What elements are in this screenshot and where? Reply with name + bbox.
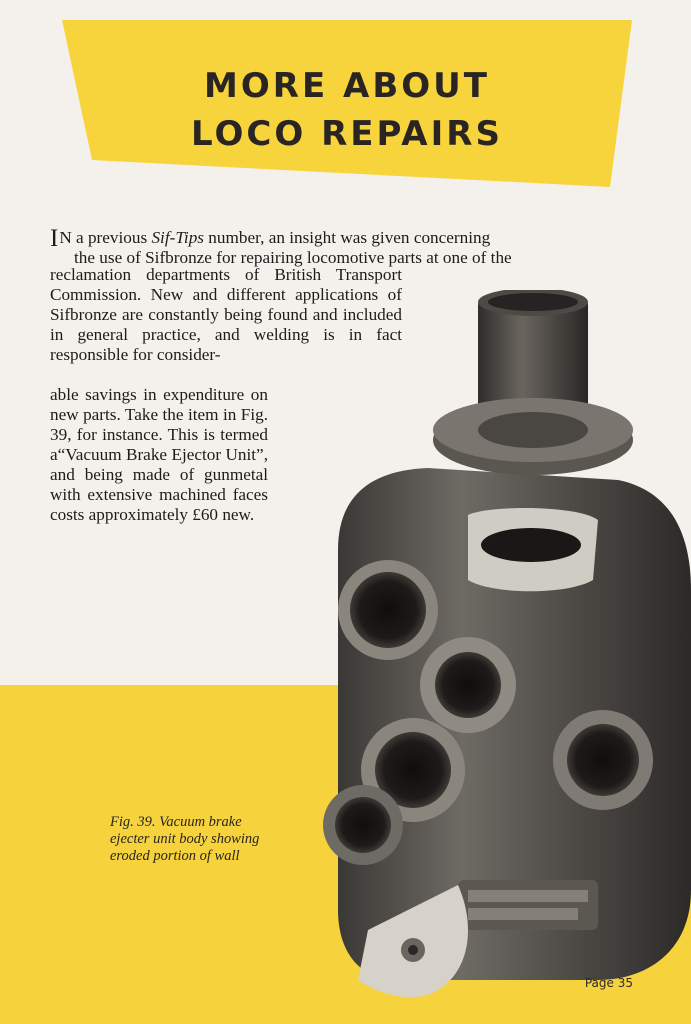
title-banner xyxy=(62,20,632,188)
vacuum-brake-ejector-photo xyxy=(318,290,691,1010)
page-title xyxy=(62,62,632,158)
article-paragraph-narrow: able savings in expenditure on new parts. Take the item in Fig. 39, for instance. This is termed a“Vacuum Brake Ejector Unit”, and being made of gunmetal with extensive machined faces costs approximately £60 new. xyxy=(50,385,268,524)
page-number: Page 35 xyxy=(584,976,633,990)
article-line-1-start: N a previous xyxy=(59,228,152,247)
ejector-unit-illustration xyxy=(318,290,691,1010)
title-line-2: LOCO REPAIRS xyxy=(191,114,503,154)
article-line-2: the use of Sifbronze for repairing locomotive parts at one of the xyxy=(74,248,512,267)
title-line-1: MORE ABOUT xyxy=(204,66,490,106)
figure-caption: Fig. 39. Vacuum brake ejecter unit body showing eroded portion of wall xyxy=(110,814,260,864)
article-line-1 xyxy=(50,225,630,252)
article-line-1-end: number, an insight was given concerning xyxy=(204,228,491,247)
article-paragraph-mid: reclamation departments of British Transport Commission. New and different applications of Sifbronze are constantly being found and included in general practice, and welding is in fact responsible for consider- xyxy=(50,265,402,364)
drop-cap: I xyxy=(50,225,59,252)
publication-name: Sif-Tips xyxy=(151,228,204,247)
